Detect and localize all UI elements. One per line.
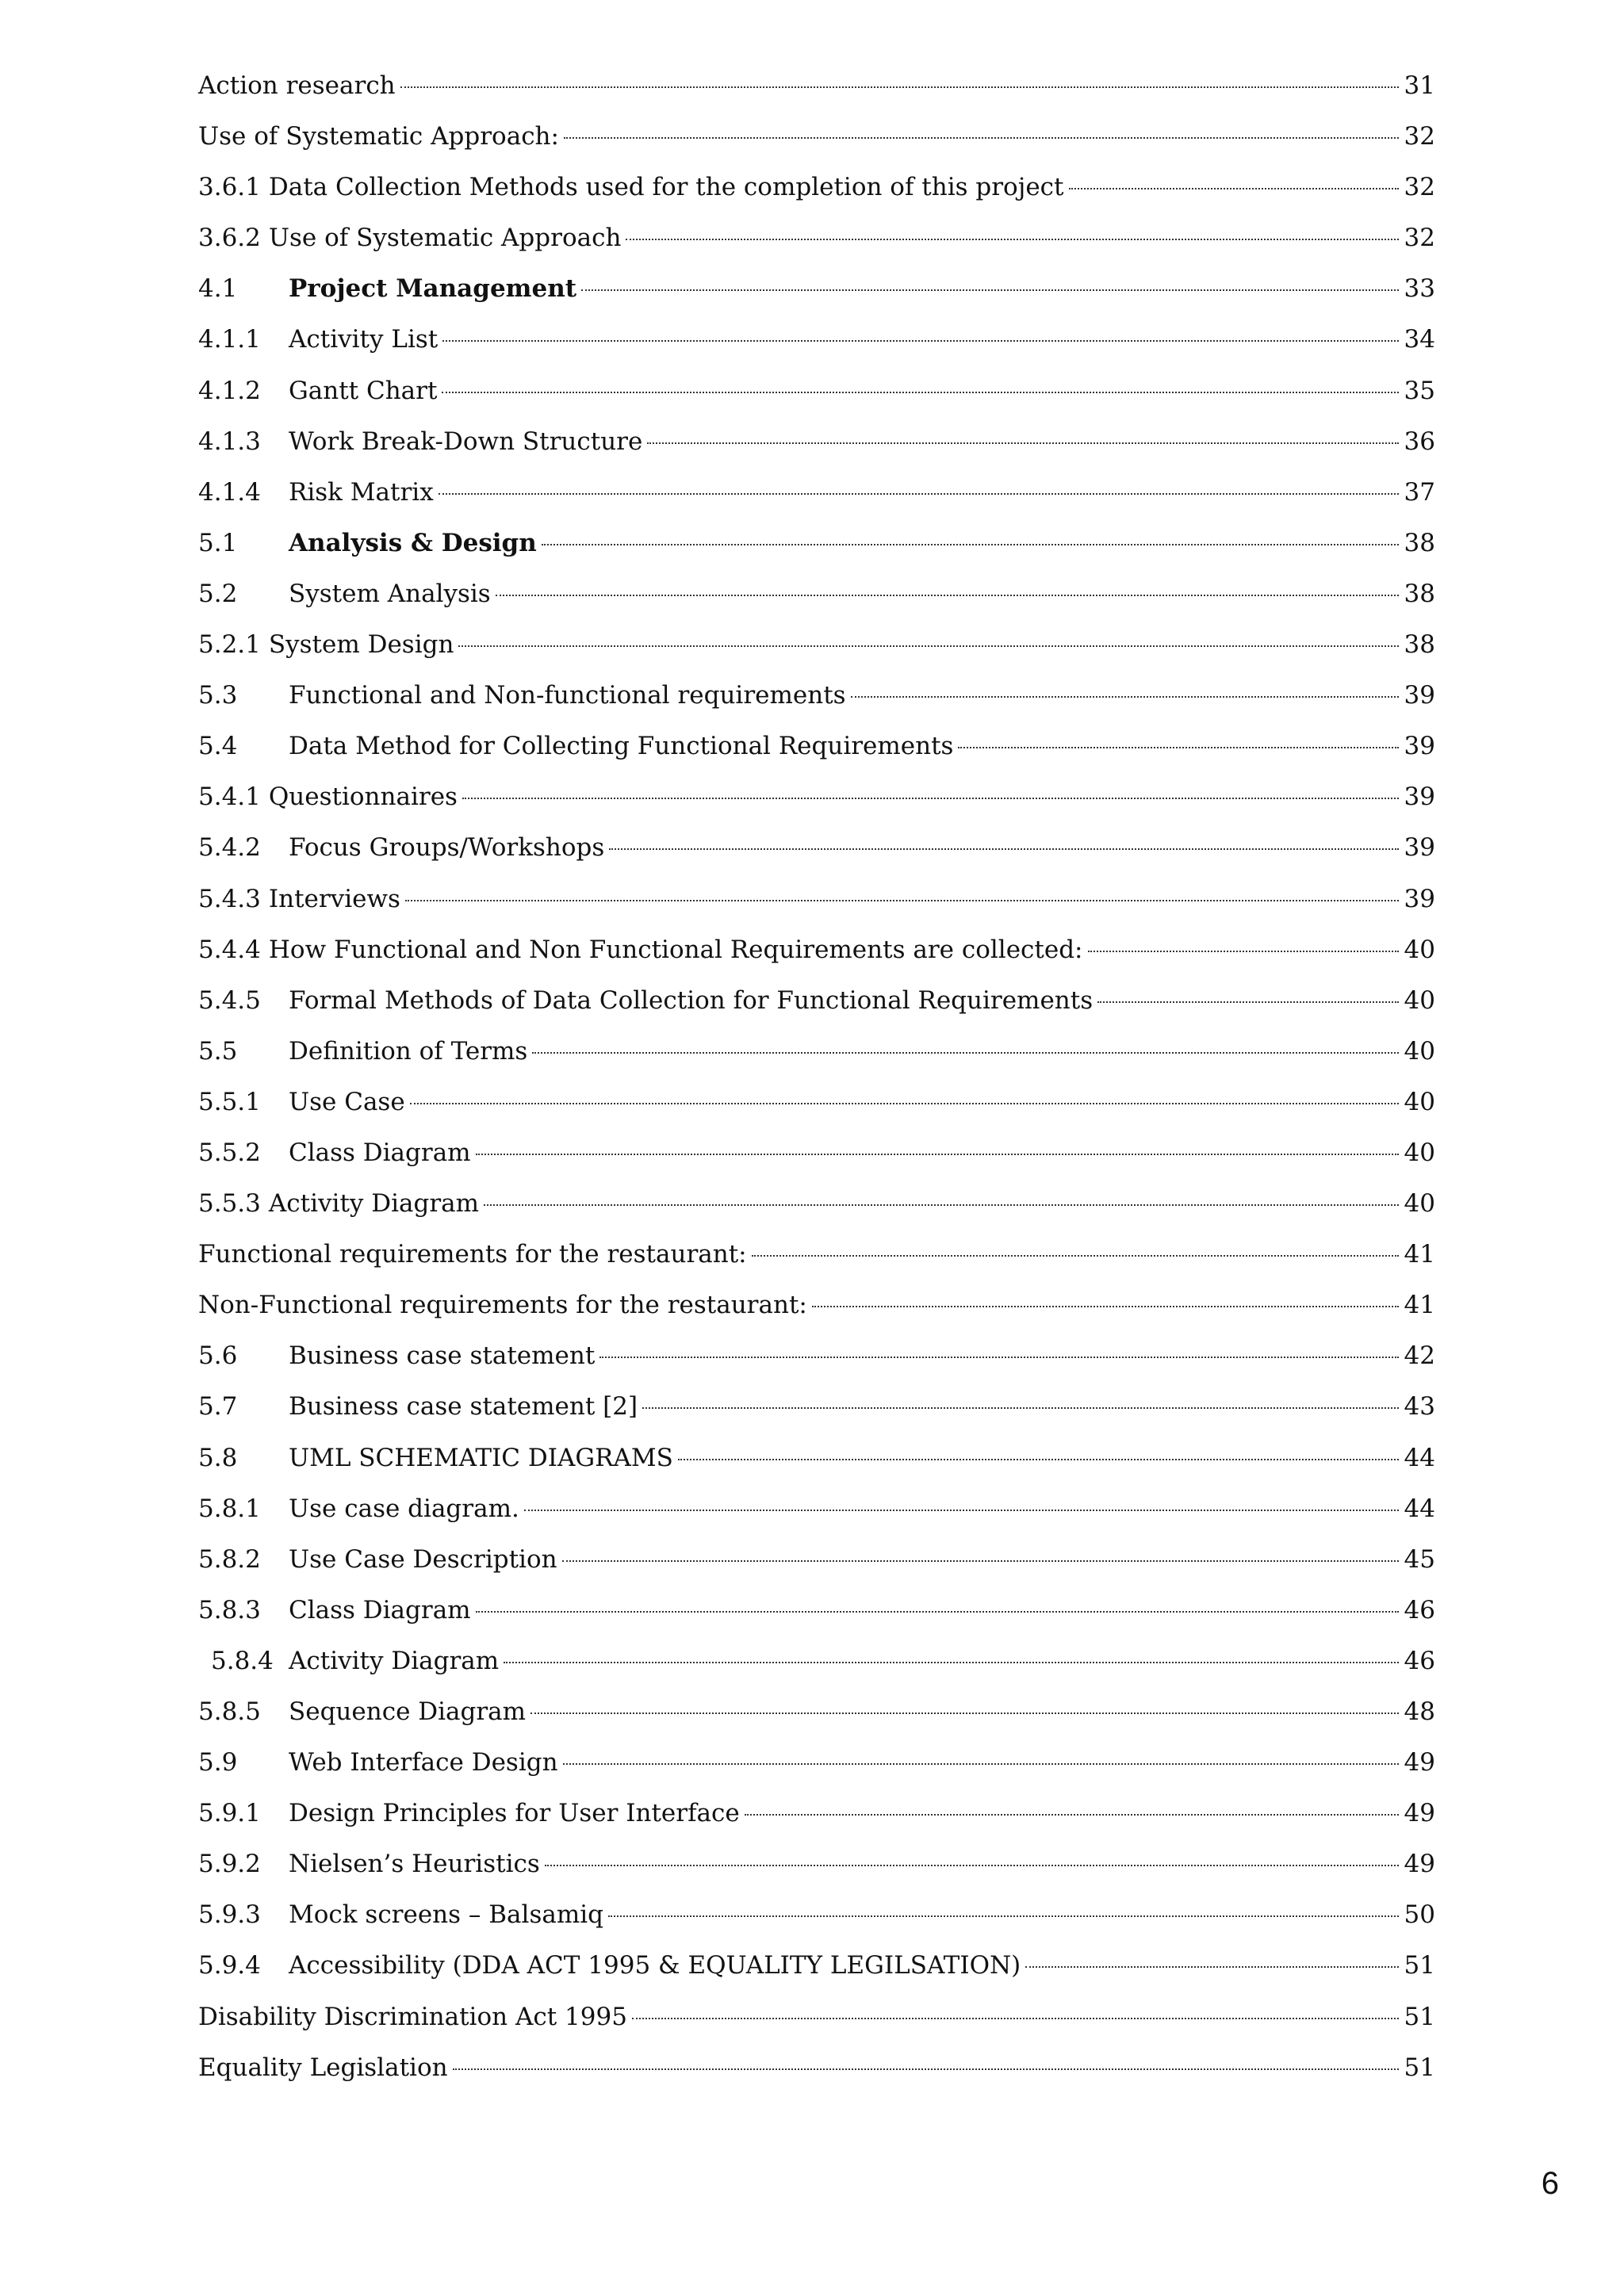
toc-entry[interactable] xyxy=(198,1433,1435,1483)
toc-entry-title: Business case statement xyxy=(289,1341,596,1371)
toc-entry-number: 5.4.2 xyxy=(198,833,261,863)
dot-leader xyxy=(1069,188,1399,189)
toc-entry-page: 40 xyxy=(1404,1189,1435,1219)
toc-entry-number: 5.9.2 xyxy=(198,1850,261,1879)
toc-entry-title: Interviews xyxy=(268,884,400,913)
toc-entry-page: 46 xyxy=(1404,1646,1435,1675)
toc-entry-page: 41 xyxy=(1404,1291,1435,1320)
dot-leader xyxy=(524,1510,1399,1511)
toc-entry[interactable] xyxy=(198,1686,1435,1737)
toc-entry-title: System Design xyxy=(268,630,454,660)
toc-entry[interactable] xyxy=(198,1992,1435,2042)
dot-leader xyxy=(562,1560,1399,1562)
toc-entry-number: 5.8.4 xyxy=(211,1646,274,1675)
toc-entry-page: 42 xyxy=(1404,1341,1435,1371)
toc-entry[interactable] xyxy=(198,1077,1435,1127)
toc-entry-number: 5.8.2 xyxy=(198,1544,261,1574)
toc-entry[interactable] xyxy=(198,1636,1435,1686)
toc-entry-page: 37 xyxy=(1404,477,1435,507)
dot-leader xyxy=(599,1357,1399,1358)
toc-entry[interactable] xyxy=(198,365,1435,416)
toc-entry-title: Mock screens – Balsamiq xyxy=(289,1900,603,1930)
dot-leader xyxy=(542,544,1399,545)
toc-entry-number: 5.9.4 xyxy=(198,1951,261,1980)
toc-entry-title: Use Case Description xyxy=(289,1544,557,1574)
dot-leader xyxy=(462,798,1399,799)
dot-leader xyxy=(496,595,1399,596)
toc-entry-number: 5.9.1 xyxy=(198,1799,261,1828)
toc-entry-page: 38 xyxy=(1404,528,1435,557)
toc-entry-page: 40 xyxy=(1404,935,1435,964)
toc-entry-page: 38 xyxy=(1404,630,1435,660)
dot-leader xyxy=(476,1154,1399,1155)
toc-entry[interactable] xyxy=(198,60,1435,111)
dot-leader xyxy=(752,1255,1399,1257)
toc-entry-page: 45 xyxy=(1404,1544,1435,1574)
toc-entry-number: 5.7 xyxy=(198,1392,238,1422)
toc-entry-number: 5.4.5 xyxy=(198,985,261,1015)
toc-entry-title: Use of Systematic Approach: xyxy=(198,122,559,151)
toc-entry-title: Formal Methods of Data Collection for Functional Requirements xyxy=(289,985,1094,1015)
toc-entry-page: 36 xyxy=(1404,427,1435,456)
toc-entry-page: 40 xyxy=(1404,1138,1435,1167)
toc-entry-title: Activity List xyxy=(289,325,439,354)
toc-entry-title: Data Collection Methods used for the completion of this project xyxy=(268,173,1064,202)
toc-entry-number: 5.2 xyxy=(198,579,238,608)
toc-entry-number: 3.6.1 xyxy=(198,173,261,202)
toc-entry-title: Equality Legislation xyxy=(198,2053,448,2082)
toc-entry-title: Definition of Terms xyxy=(289,1036,528,1066)
toc-entry-title: Nielsen’s Heuristics xyxy=(289,1850,540,1879)
toc-entry-number: 5.5 xyxy=(198,1036,238,1066)
toc-entry-number: 5.3 xyxy=(198,681,238,710)
dot-leader xyxy=(632,2018,1399,2019)
toc-entry[interactable] xyxy=(198,975,1435,1026)
dot-leader xyxy=(484,1204,1399,1206)
dot-leader xyxy=(458,645,1399,647)
toc-entry-page: 32 xyxy=(1404,173,1435,202)
toc-entry-page: 40 xyxy=(1404,1036,1435,1066)
toc-entry-title: Data Method for Collecting Functional Requirements xyxy=(289,732,954,761)
toc-entry-page: 51 xyxy=(1404,1951,1435,1980)
dot-leader xyxy=(442,392,1399,393)
dot-leader xyxy=(439,493,1399,495)
dot-leader xyxy=(405,900,1399,901)
toc-entry[interactable] xyxy=(198,1788,1435,1839)
toc-entry-title: Activity Diagram xyxy=(289,1646,500,1675)
toc-entry-number: 5.4 xyxy=(198,732,238,761)
toc-entry-page: 49 xyxy=(1404,1748,1435,1777)
dot-leader xyxy=(647,442,1399,444)
dot-leader xyxy=(626,239,1399,240)
toc-entry-page: 39 xyxy=(1404,884,1435,913)
toc-entry-page: 35 xyxy=(1404,376,1435,405)
toc-entry-title: Non-Functional requirements for the restaurant: xyxy=(198,1291,807,1320)
toc-entry[interactable] xyxy=(198,1026,1435,1077)
toc-entry-number: 5.5.1 xyxy=(198,1087,261,1116)
toc-entry[interactable] xyxy=(198,2042,1435,2093)
toc-entry-number: 5.5.3 xyxy=(198,1189,261,1219)
toc-entry[interactable] xyxy=(198,1737,1435,1788)
toc-entry[interactable] xyxy=(198,416,1435,467)
toc-entry-number: 4.1.4 xyxy=(198,477,261,507)
toc-entry[interactable] xyxy=(198,263,1435,314)
toc-entry-page: 32 xyxy=(1404,122,1435,151)
toc-entry-title: Project Management xyxy=(289,274,577,304)
dot-leader xyxy=(745,1814,1399,1816)
toc-entry-number: 5.4.1 xyxy=(198,783,261,812)
dot-leader xyxy=(442,340,1399,342)
dot-leader xyxy=(812,1306,1399,1307)
table-of-contents xyxy=(198,60,1435,2093)
dot-leader xyxy=(1025,1966,1399,1968)
toc-entry[interactable] xyxy=(198,518,1435,568)
toc-entry-page: 43 xyxy=(1404,1392,1435,1422)
toc-entry-number: 5.8.1 xyxy=(198,1494,261,1523)
dot-leader xyxy=(545,1865,1399,1866)
toc-entry-title: UML SCHEMATIC DIAGRAMS xyxy=(289,1443,673,1472)
toc-entry-page: 51 xyxy=(1404,2002,1435,2031)
dot-leader xyxy=(504,1662,1399,1663)
toc-entry-number: 5.8.5 xyxy=(198,1697,261,1726)
dot-leader xyxy=(678,1459,1399,1460)
toc-entry[interactable] xyxy=(198,1483,1435,1534)
toc-entry-title: Focus Groups/Workshops xyxy=(289,833,605,863)
toc-entry-page: 41 xyxy=(1404,1240,1435,1269)
toc-entry-number: 5.8 xyxy=(198,1443,238,1472)
toc-entry-number: 5.8.3 xyxy=(198,1595,261,1624)
toc-entry-title: Questionnaires xyxy=(268,783,458,812)
toc-entry-title: Design Principles for User Interface xyxy=(289,1799,740,1828)
toc-entry-page: 33 xyxy=(1404,274,1435,304)
toc-entry-page: 31 xyxy=(1404,71,1435,100)
dot-leader xyxy=(581,289,1399,291)
dot-leader xyxy=(453,2068,1399,2070)
toc-entry-number: 5.4.3 xyxy=(198,884,261,913)
toc-entry-title: Accessibility (DDA ACT 1995 & EQUALITY LEGILSATION) xyxy=(289,1951,1021,1980)
toc-entry[interactable] xyxy=(198,1229,1435,1280)
toc-entry[interactable] xyxy=(198,771,1435,822)
toc-entry-number: 5.1 xyxy=(198,528,238,557)
toc-entry-page: 32 xyxy=(1404,224,1435,253)
toc-entry-number: 4.1 xyxy=(198,274,238,304)
toc-entry-page: 44 xyxy=(1404,1443,1435,1472)
toc-entry-page: 49 xyxy=(1404,1850,1435,1879)
toc-entry[interactable] xyxy=(198,670,1435,721)
toc-entry-page: 40 xyxy=(1404,1087,1435,1116)
toc-entry[interactable] xyxy=(198,162,1435,212)
dot-leader xyxy=(410,1103,1399,1104)
toc-entry-title: Business case statement [2] xyxy=(289,1392,638,1422)
toc-entry[interactable] xyxy=(198,619,1435,670)
toc-entry-title: Disability Discrimination Act 1995 xyxy=(198,2002,627,2031)
toc-entry-number: 5.6 xyxy=(198,1341,238,1371)
toc-entry[interactable] xyxy=(198,568,1435,619)
dot-leader xyxy=(532,1052,1399,1054)
toc-entry-title: How Functional and Non Functional Requirements are collected: xyxy=(268,935,1083,964)
toc-entry-page: 51 xyxy=(1404,2053,1435,2082)
toc-entry-number: 5.9.3 xyxy=(198,1900,261,1930)
toc-entry[interactable] xyxy=(198,467,1435,518)
toc-entry[interactable] xyxy=(198,1534,1435,1585)
toc-entry-page: 34 xyxy=(1404,325,1435,354)
toc-entry[interactable] xyxy=(198,111,1435,162)
dot-leader xyxy=(400,86,1399,88)
dot-leader xyxy=(642,1407,1399,1409)
toc-entry-title: Activity Diagram xyxy=(268,1189,480,1219)
toc-entry[interactable] xyxy=(198,1330,1435,1381)
dot-leader xyxy=(609,848,1399,850)
toc-entry[interactable] xyxy=(198,1585,1435,1636)
dot-leader xyxy=(608,1915,1399,1917)
toc-entry[interactable] xyxy=(198,1839,1435,1889)
dot-leader xyxy=(851,696,1399,698)
dot-leader xyxy=(530,1712,1399,1714)
toc-entry-title: Use of Systematic Approach xyxy=(268,224,622,253)
toc-entry[interactable] xyxy=(198,212,1435,263)
toc-entry-title: System Analysis xyxy=(289,579,491,608)
toc-entry-page: 39 xyxy=(1404,833,1435,863)
toc-entry-number: 5.9 xyxy=(198,1748,238,1777)
toc-entry-page: 50 xyxy=(1404,1900,1435,1930)
dot-leader xyxy=(1097,1001,1399,1003)
toc-entry-page: 46 xyxy=(1404,1595,1435,1624)
toc-entry[interactable] xyxy=(198,721,1435,771)
toc-entry-title: Sequence Diagram xyxy=(289,1697,527,1726)
toc-entry[interactable] xyxy=(198,924,1435,975)
toc-entry-number: 5.2.1 xyxy=(198,630,261,660)
toc-entry-page: 49 xyxy=(1404,1799,1435,1828)
toc-entry-page: 39 xyxy=(1404,681,1435,710)
toc-entry-page: 39 xyxy=(1404,732,1435,761)
toc-entry[interactable] xyxy=(198,314,1435,365)
toc-entry-title: Use case diagram. xyxy=(289,1494,519,1523)
dot-leader xyxy=(1088,951,1400,952)
toc-entry-title: Analysis & Design xyxy=(289,528,537,557)
toc-entry[interactable] xyxy=(198,1127,1435,1178)
toc-entry-page: 48 xyxy=(1404,1697,1435,1726)
toc-entry[interactable] xyxy=(198,1178,1435,1229)
dot-leader xyxy=(958,747,1399,748)
toc-entry-title: Work Break-Down Structure xyxy=(289,427,643,456)
toc-entry-title: Risk Matrix xyxy=(289,477,434,507)
toc-entry[interactable] xyxy=(198,1889,1435,1940)
page-number: 6 xyxy=(1541,2166,1559,2201)
toc-entry-title: Class Diagram xyxy=(289,1138,471,1167)
toc-entry-number: 4.1.1 xyxy=(198,325,261,354)
toc-entry-number: 4.1.3 xyxy=(198,427,261,456)
toc-entry[interactable] xyxy=(198,822,1435,873)
toc-entry-title: Web Interface Design xyxy=(289,1748,558,1777)
toc-entry-page: 39 xyxy=(1404,783,1435,812)
toc-entry-number: 3.6.2 xyxy=(198,224,261,253)
dot-leader xyxy=(476,1611,1399,1613)
toc-entry-title: Action research xyxy=(198,71,396,100)
toc-entry-page: 44 xyxy=(1404,1494,1435,1523)
toc-entry-title: Functional requirements for the restaurant: xyxy=(198,1240,747,1269)
toc-entry[interactable] xyxy=(198,874,1435,924)
toc-entry-number: 5.5.2 xyxy=(198,1138,261,1167)
toc-entry-page: 40 xyxy=(1404,985,1435,1015)
dot-leader xyxy=(563,1763,1399,1765)
toc-entry-page: 38 xyxy=(1404,579,1435,608)
toc-entry[interactable] xyxy=(198,1280,1435,1330)
toc-entry-title: Use Case xyxy=(289,1087,405,1116)
toc-entry[interactable] xyxy=(198,1940,1435,1991)
toc-entry[interactable] xyxy=(198,1381,1435,1432)
toc-entry-number: 4.1.2 xyxy=(198,376,261,405)
toc-entry-title: Functional and Non-functional requirements xyxy=(289,681,846,710)
toc-entry-title: Class Diagram xyxy=(289,1595,471,1624)
toc-entry-number: 5.4.4 xyxy=(198,935,261,964)
dot-leader xyxy=(564,137,1399,139)
toc-entry-title: Gantt Chart xyxy=(289,376,438,405)
